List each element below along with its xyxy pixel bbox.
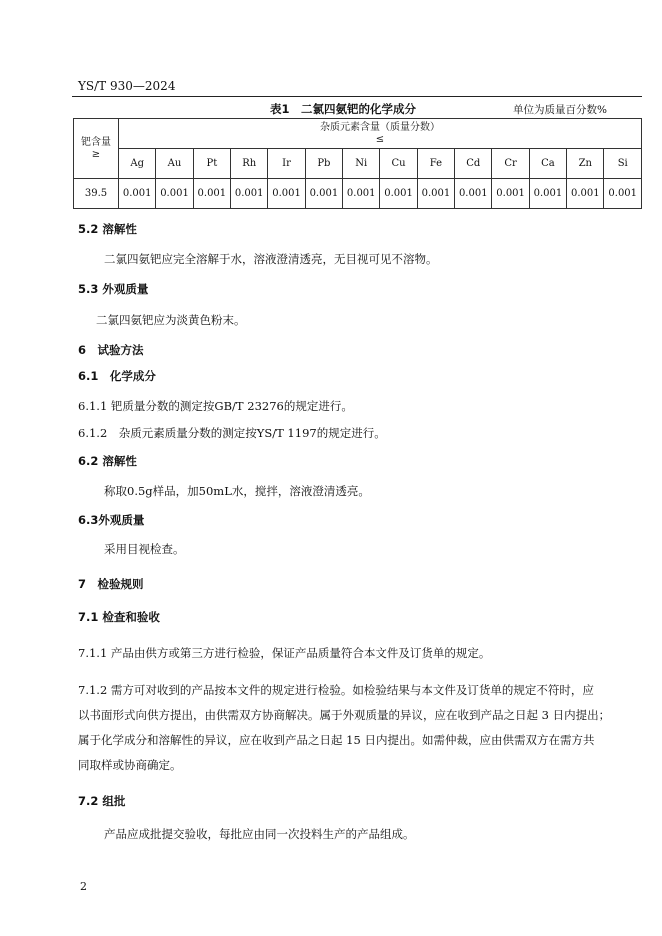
impurity-value: 0.001 <box>231 179 268 209</box>
section-6-3-title: 6.3外观质量 <box>78 513 145 527</box>
element-header: Cu <box>380 149 417 179</box>
impurity-value: 0.001 <box>193 179 230 209</box>
impurity-value: 0.001 <box>604 179 642 209</box>
section-5-2-title: 5.2 溶解性 <box>78 222 137 236</box>
pd-content-header <box>74 119 119 179</box>
section-7-1-title: 7.1 检查和验收 <box>78 610 160 624</box>
element-header: Ag <box>119 149 156 179</box>
section-6-2-text: 称取0.5g样品，加50mL水，搅拌，溶液澄清透亮。 <box>104 484 370 498</box>
element-header: Ca <box>529 149 566 179</box>
section-7-1-1-text: 7.1.1 产品由供方或第三方进行检验，保证产品质量符合本文件及订货单的规定。 <box>78 646 491 660</box>
table-title: 表1 二氯四氨钯的化学成分 <box>270 102 417 116</box>
section-5-3-text: 二氯四氨钯应为淡黄色粉末。 <box>96 313 246 327</box>
section-7-2-title: 7.2 组批 <box>78 794 126 808</box>
element-header: Pt <box>193 149 230 179</box>
element-header: Fe <box>417 149 454 179</box>
impurity-value: 0.001 <box>380 179 417 209</box>
impurity-header <box>119 119 642 149</box>
section-6-1-1-text: 6.1.1 钯质量分数的测定按GB/T 23276的规定进行。 <box>78 399 353 413</box>
section-5-2-text: 二氯四氨钯应完全溶解于水，溶液澄清透亮，无目视可见不溶物。 <box>104 252 438 266</box>
element-header: Si <box>604 149 642 179</box>
impurity-value: 0.001 <box>492 179 529 209</box>
impurity-value: 0.001 <box>567 179 604 209</box>
element-header: Zn <box>567 149 604 179</box>
impurity-value: 0.001 <box>529 179 566 209</box>
impurity-value: 0.001 <box>455 179 492 209</box>
section-6-title: 6 试验方法 <box>78 343 144 357</box>
section-7-title: 7 检验规则 <box>78 577 144 591</box>
pd-content-label: 钯含量 <box>81 136 111 148</box>
pd-content-symbol: ≥ <box>91 148 101 160</box>
element-header: Rh <box>231 149 268 179</box>
section-6-1-title: 6.1 化学成分 <box>78 369 156 383</box>
pd-content-value: 39.5 <box>74 179 119 209</box>
impurity-header-label: 杂质元素含量（质量分数） <box>320 121 440 133</box>
element-header: Ni <box>343 149 380 179</box>
chemical-composition-table <box>73 118 642 208</box>
impurity-header-symbol: ≤ <box>375 133 385 145</box>
section-7-1-2-text-line-4: 同取样或协商确定。 <box>78 758 182 772</box>
element-header: Au <box>156 149 193 179</box>
header-divider <box>72 96 642 97</box>
element-header: Ir <box>268 149 305 179</box>
section-7-2-text: 产品应成批提交验收，每批应由同一次投料生产的产品组成。 <box>104 827 415 841</box>
section-7-1-2-text-line-3: 属于化学成分和溶解性的异议，应在收到产品之日起 15 日内提出。如需仲裁，应由供需双方在需方共 <box>78 733 595 747</box>
impurity-value: 0.001 <box>119 179 156 209</box>
element-header: Pb <box>305 149 342 179</box>
impurity-value: 0.001 <box>343 179 380 209</box>
page-number: 2 <box>80 880 87 893</box>
impurity-value: 0.001 <box>268 179 305 209</box>
section-6-1-2-text: 6.1.2 杂质元素质量分数的测定按YS/T 1197的规定进行。 <box>78 426 386 440</box>
section-7-1-2-text-line-2: 以书面形式向供方提出，由供需双方协商解决。属于外观质量的异议，应在收到产品之日起 3 日内提出； <box>78 708 611 722</box>
impurity-value: 0.001 <box>156 179 193 209</box>
element-header: Cr <box>492 149 529 179</box>
impurity-value: 0.001 <box>305 179 342 209</box>
standard-code: YS/T 930—2024 <box>78 79 176 93</box>
impurity-value: 0.001 <box>417 179 454 209</box>
section-7-1-2-text-line-1: 7.1.2 需方可对收到的产品按本文件的规定进行检验。如检验结果与本文件及订货单的规定不符时，应 <box>78 683 594 697</box>
section-6-3-text: 采用目视检查。 <box>104 542 185 556</box>
element-header: Cd <box>455 149 492 179</box>
section-6-2-title: 6.2 溶解性 <box>78 454 137 468</box>
table-unit-note: 单位为质量百分数% <box>513 104 607 116</box>
section-5-3-title: 5.3 外观质量 <box>78 282 149 296</box>
